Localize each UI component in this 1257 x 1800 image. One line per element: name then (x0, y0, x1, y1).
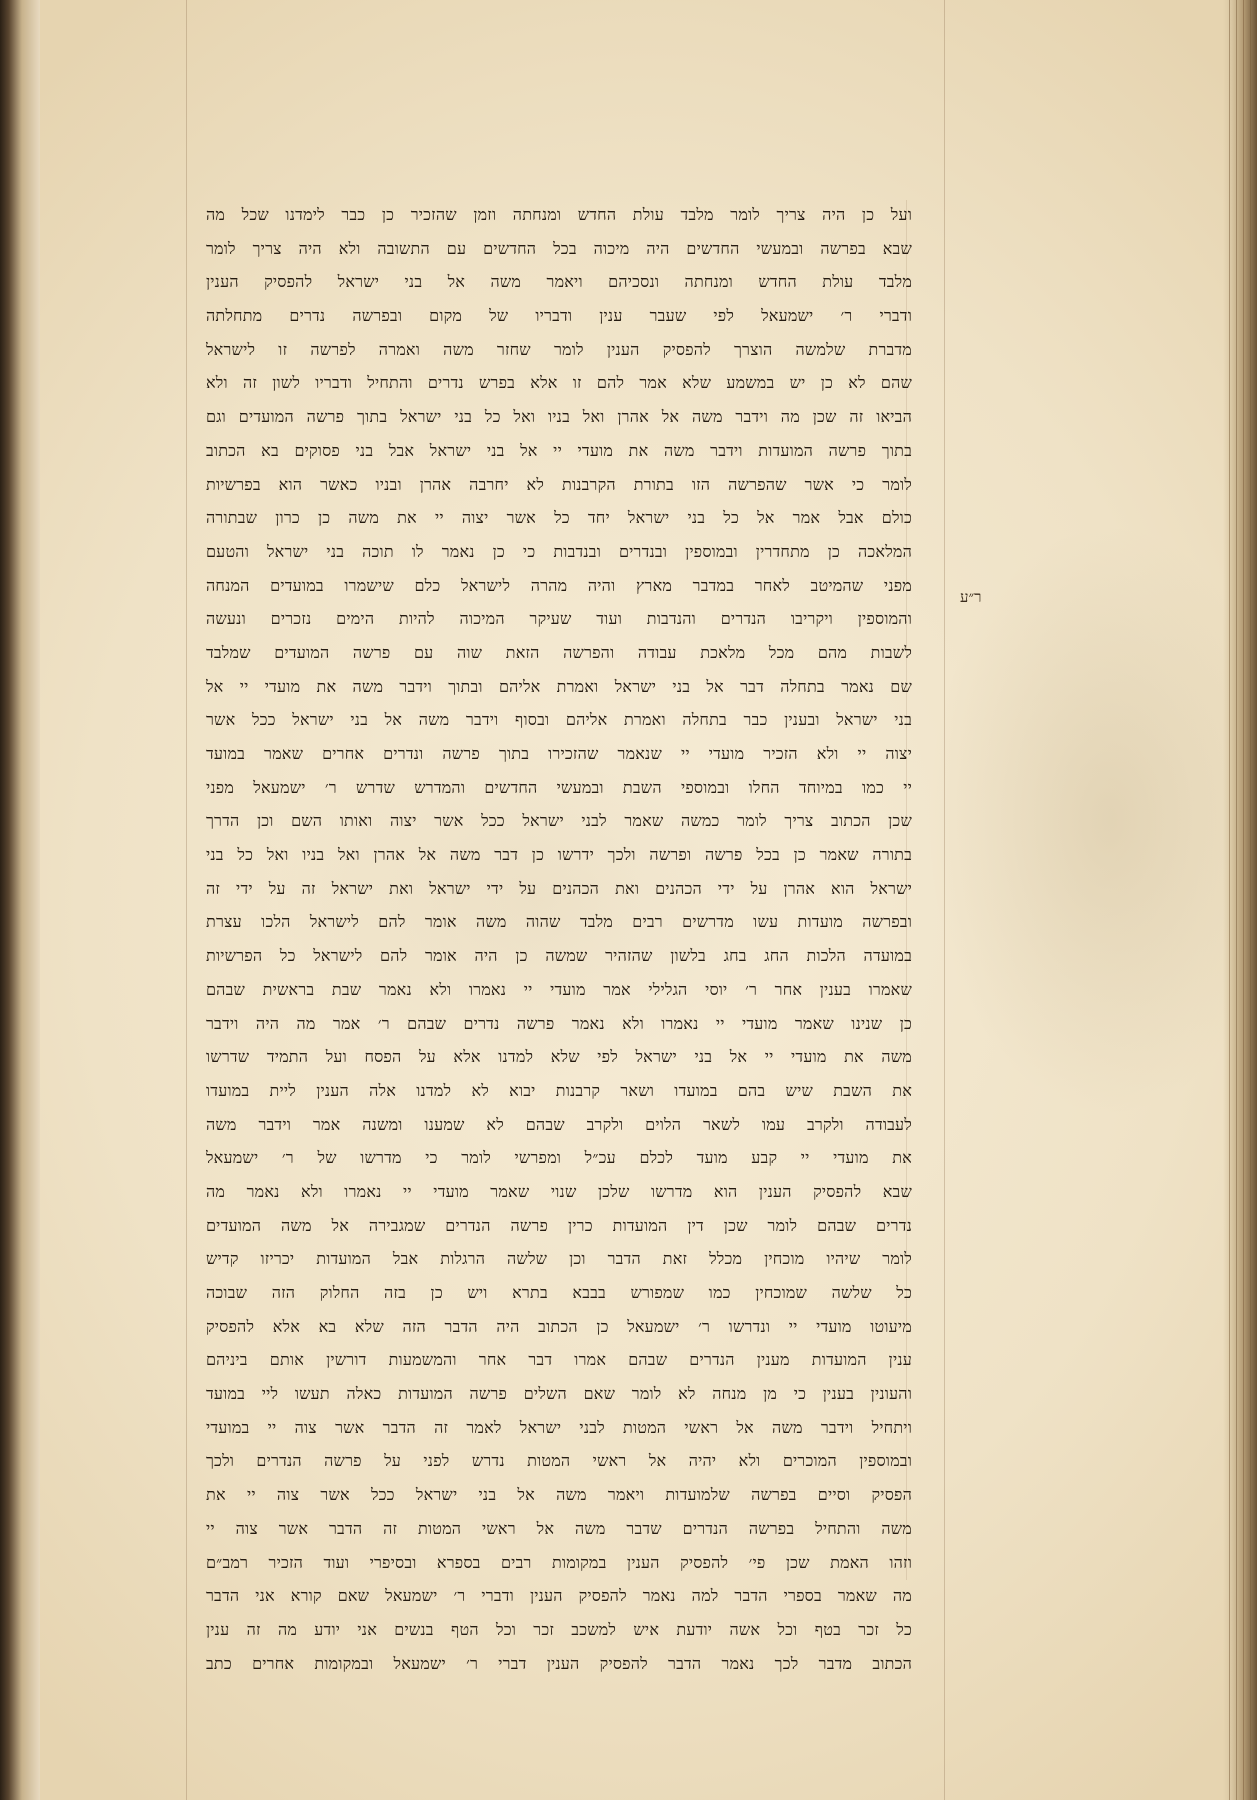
text-line-16: בני ישראל ובענין כבר בתחלה ואמרת אליהם ובסוף וידבר משה אל בני ישראל ככל אשר (206, 710, 912, 730)
text-line-6: שהם לא כן יש במשמע שלא אמר להם זו אלא בפרש נדרים והתחיל ודבריו לשון זה ולא (206, 373, 912, 393)
text-line-31: נדרים שבהם לומר שכן דין המועדות כרין פרשה הנדרים שמגבירה אל משה המועדים (206, 1215, 912, 1235)
fore-edge-line (1229, 0, 1230, 1800)
fore-edge (1223, 0, 1257, 1800)
ruling-line-right (944, 0, 945, 1800)
text-line-26: משה את מועדי יי אל בני ישראל לפי שלא למדנו אלא על הפסח ועל התמיד שדרשו (206, 1047, 912, 1067)
text-line-23: במועדה הלכות החג בחג בלשון שהזהיר שמשה כן היה אומר להם לישראל כל הפרשיות (206, 946, 912, 966)
text-line-32: לומר שיהיו מוכחין מכלל זאת הדבר וכן שלשה הרגלות אבל המועדות יכריזו קדיש (206, 1249, 912, 1269)
text-line-20: בתורה שאמר כן בכל פרשה ופרשה ולכך ידרשו כן דבר משה אל אהרן ואל בניו ואל כל בני (206, 845, 912, 865)
text-line-5: מדברת שלמשה הוצרך להפסיק הענין לומר שחזר משה ואמרה לפרשה זו לישראל (206, 339, 912, 359)
text-line-37: ויתחיל וידבר משה אל ראשי המטות לבני ישראל לאמר זה הדבר אשר צוה יי במועדי (206, 1417, 912, 1437)
text-line-33: כל שלשה שמוכחין כמו שמפורש בבבא בתרא ויש כן בזה החלוק הזה שבוכה (206, 1283, 912, 1302)
text-line-43: כל זכר בטף וכל אשה יודעת איש למשכב זכר וכל הטף בנשים אני יודע מה זה ענין (206, 1619, 912, 1639)
text-line-24: שאמרו בענין אחר ר׳ יוסי הגלילי אמר מועדי יי נאמרו ולא נאמר שבת בראשית שבהם (206, 979, 912, 999)
previous-page-edge (0, 0, 40, 1800)
text-line-3: מלבד עולת החדש ומנחתה ונסכיהם ויאמר משה אל בני ישראל להפסיק הענין (206, 272, 912, 292)
text-line-11: המלאכה כן מתחדרין ובמוספין ובנדרים ובנדבות כי כן נאמר לו תוכה בני ישראל והטעם (206, 541, 912, 561)
fore-edge-line (1236, 0, 1237, 1800)
text-line-7: הביאו זה שכן מה וידבר משה אל אהרן ואל בניו ואל כל בני ישראל בתוך פרשה המועדים וגם (206, 407, 912, 427)
ruling-line-left (186, 0, 187, 1800)
text-line-40: משה והתחיל בפרשה הנדרים שדבר משה אל ראשי המטות זה הדבר אשר צוה יי (206, 1518, 912, 1538)
text-line-13: והמוספין ויקריבו הנדרים והנדבות ועוד שעיקר המיכוה להיות הימים נזכרים ונעשה (206, 609, 912, 629)
text-line-9: לומר כי אשר שהפרשה הזו בתורת הקרבנות לא יחרבה אהרן ובניו כאשר הוא בפרשיות (206, 474, 912, 494)
text-line-17: יצוה יי ולא הזכיר מועדי יי שנאמר שהזכירו בתוך פרשה ונדרים אחרים שאמר במועד (206, 744, 912, 763)
text-line-39: הפסיק וסיים בפרשה שלמועדות ויאמר משה אל בני ישראל ככל אשר צוה יי את (206, 1485, 912, 1505)
fore-edge-line (1250, 0, 1251, 1800)
text-line-44: הכתוב מדבר לכך נאמר הדבר להפסיק הענין דברי ר׳ ישמעאל ובמקומות אחרים כתב (206, 1653, 912, 1673)
text-line-14: לשבות מהם מכל מלאכת עבודה והפרשה הזאת שוה עם פרשה המועדים שמלבד (206, 642, 912, 662)
text-line-8: בתוך פרשה המועדות וידבר משה את מועדי יי אל בני ישראל אבל בני פסוקים בא הכתוב (206, 440, 912, 460)
text-line-27: את השבת שיש בהם במועדו ושאר קרבנות יבוא לא למדנו אלה הענין ליית במועדו (206, 1080, 912, 1100)
text-line-30: שבא להפסיק הענין הוא מדרשו שלכן שנוי שאמר מועדי יי נאמרו ולא נאמר מה (206, 1181, 912, 1201)
fore-edge-line (1243, 0, 1244, 1800)
text-column (206, 198, 912, 1673)
text-line-41: וזהו האמת שכן פי׳ להפסיק הענין במקומות רבים בספרא ובסיפרי ועוד הזכיר רמב״ם (206, 1552, 912, 1572)
text-line-22: ובפרשה מועדות עשו מדרשים רבים מלבד שהוה משה אומר להם לישראל הלכו עצרת (206, 912, 912, 932)
text-line-35: ענין המועדות מענין הנדרים שבהם אמרו דבר אחר והמשמעות דורשין אותם ביניהם (206, 1350, 912, 1370)
text-line-10: כולם אבל אמר אל כל בני ישראל יחד כל אשר יצוה יי את משה כן כרון שבתורה (206, 508, 912, 528)
text-line-36: והעונין בענין כי מן מנחה לא לומר שאם השלים פרשה המועדות כאלה תעשו ליי במועד (206, 1384, 912, 1404)
text-line-4: ודברי ר׳ ישמעאל לפי שעבר ענין ודבריו של מקום ובפרשה נדרים מתחלתה (206, 306, 912, 326)
text-line-2: שבא בפרשה ובמעשי החדשים היה מיכוה בכל החדשים עם התשובה ולא היה צריך לומר (206, 238, 912, 258)
text-line-34: מיעוטו מועדי יי ונדרשו ר׳ ישמעאל כן הכתוב היה הדבר הזה שלא בא אלא להפסיק (206, 1316, 912, 1336)
text-line-19: שכן הכתוב צריך לומר כמשה שאמר לבני ישראל ככל אשר יצוה ואותו השם וכן הדרך (206, 811, 912, 831)
text-line-25: כן שנינו שאמר מועדי יי נאמרו ולא נאמר פרשה נדרים שבהם ר׳ אמר מה היה וידבר (206, 1013, 912, 1033)
text-line-15: שם נאמר בתחלה דבר אל בני ישראל ואמרת אליהם ובתוך וידבר משה את מועדי יי אל (206, 676, 912, 696)
text-line-29: את מועדי יי קבע מועד לכלם עכ״ל ומפרשי לומר כי מדרשו של ר׳ ישמעאל (206, 1148, 912, 1168)
text-line-42: מה שאמר בספרי הדבר למה נאמר להפסיק הענין ודברי ר׳ ישמעאל שאם קורא אני הדבר (206, 1586, 912, 1606)
text-line-38: ובמוספין המוכרים ולא יהיה אל ראשי המטות נדרש לפני על פרשה הנדרים ולכך (206, 1451, 912, 1471)
text-line-1: ועל כן היה צריך לומר מלבד עולת החדש ומנחתה וזמן שהזכיר כן כבר לימדנו שכל מה (206, 205, 912, 224)
text-line-28: לעבודה ולקרב עמו לשאר הלוים ולקרב שבהם לא שמענו ומשנה אמר וידבר משה (206, 1114, 912, 1134)
text-line-18: יי כמו במיוחד החלו ובמוספי השבת ובמעשי החדשים והמדרש שדרש ר׳ ישמעאל מפני (206, 777, 912, 797)
text-line-12: מפני שהמיטב לאחר במדבר מארץ והיה מהרה לישראל כלם שישמרו במועדים המנחה (206, 575, 912, 595)
margin-note: ר״ע (960, 588, 982, 606)
text-line-21: ישראל הוא אהרן על ידי הכהנים ואת הכהנים על ידי ישראל ואת ישראל זה על ידי זה (206, 878, 912, 898)
